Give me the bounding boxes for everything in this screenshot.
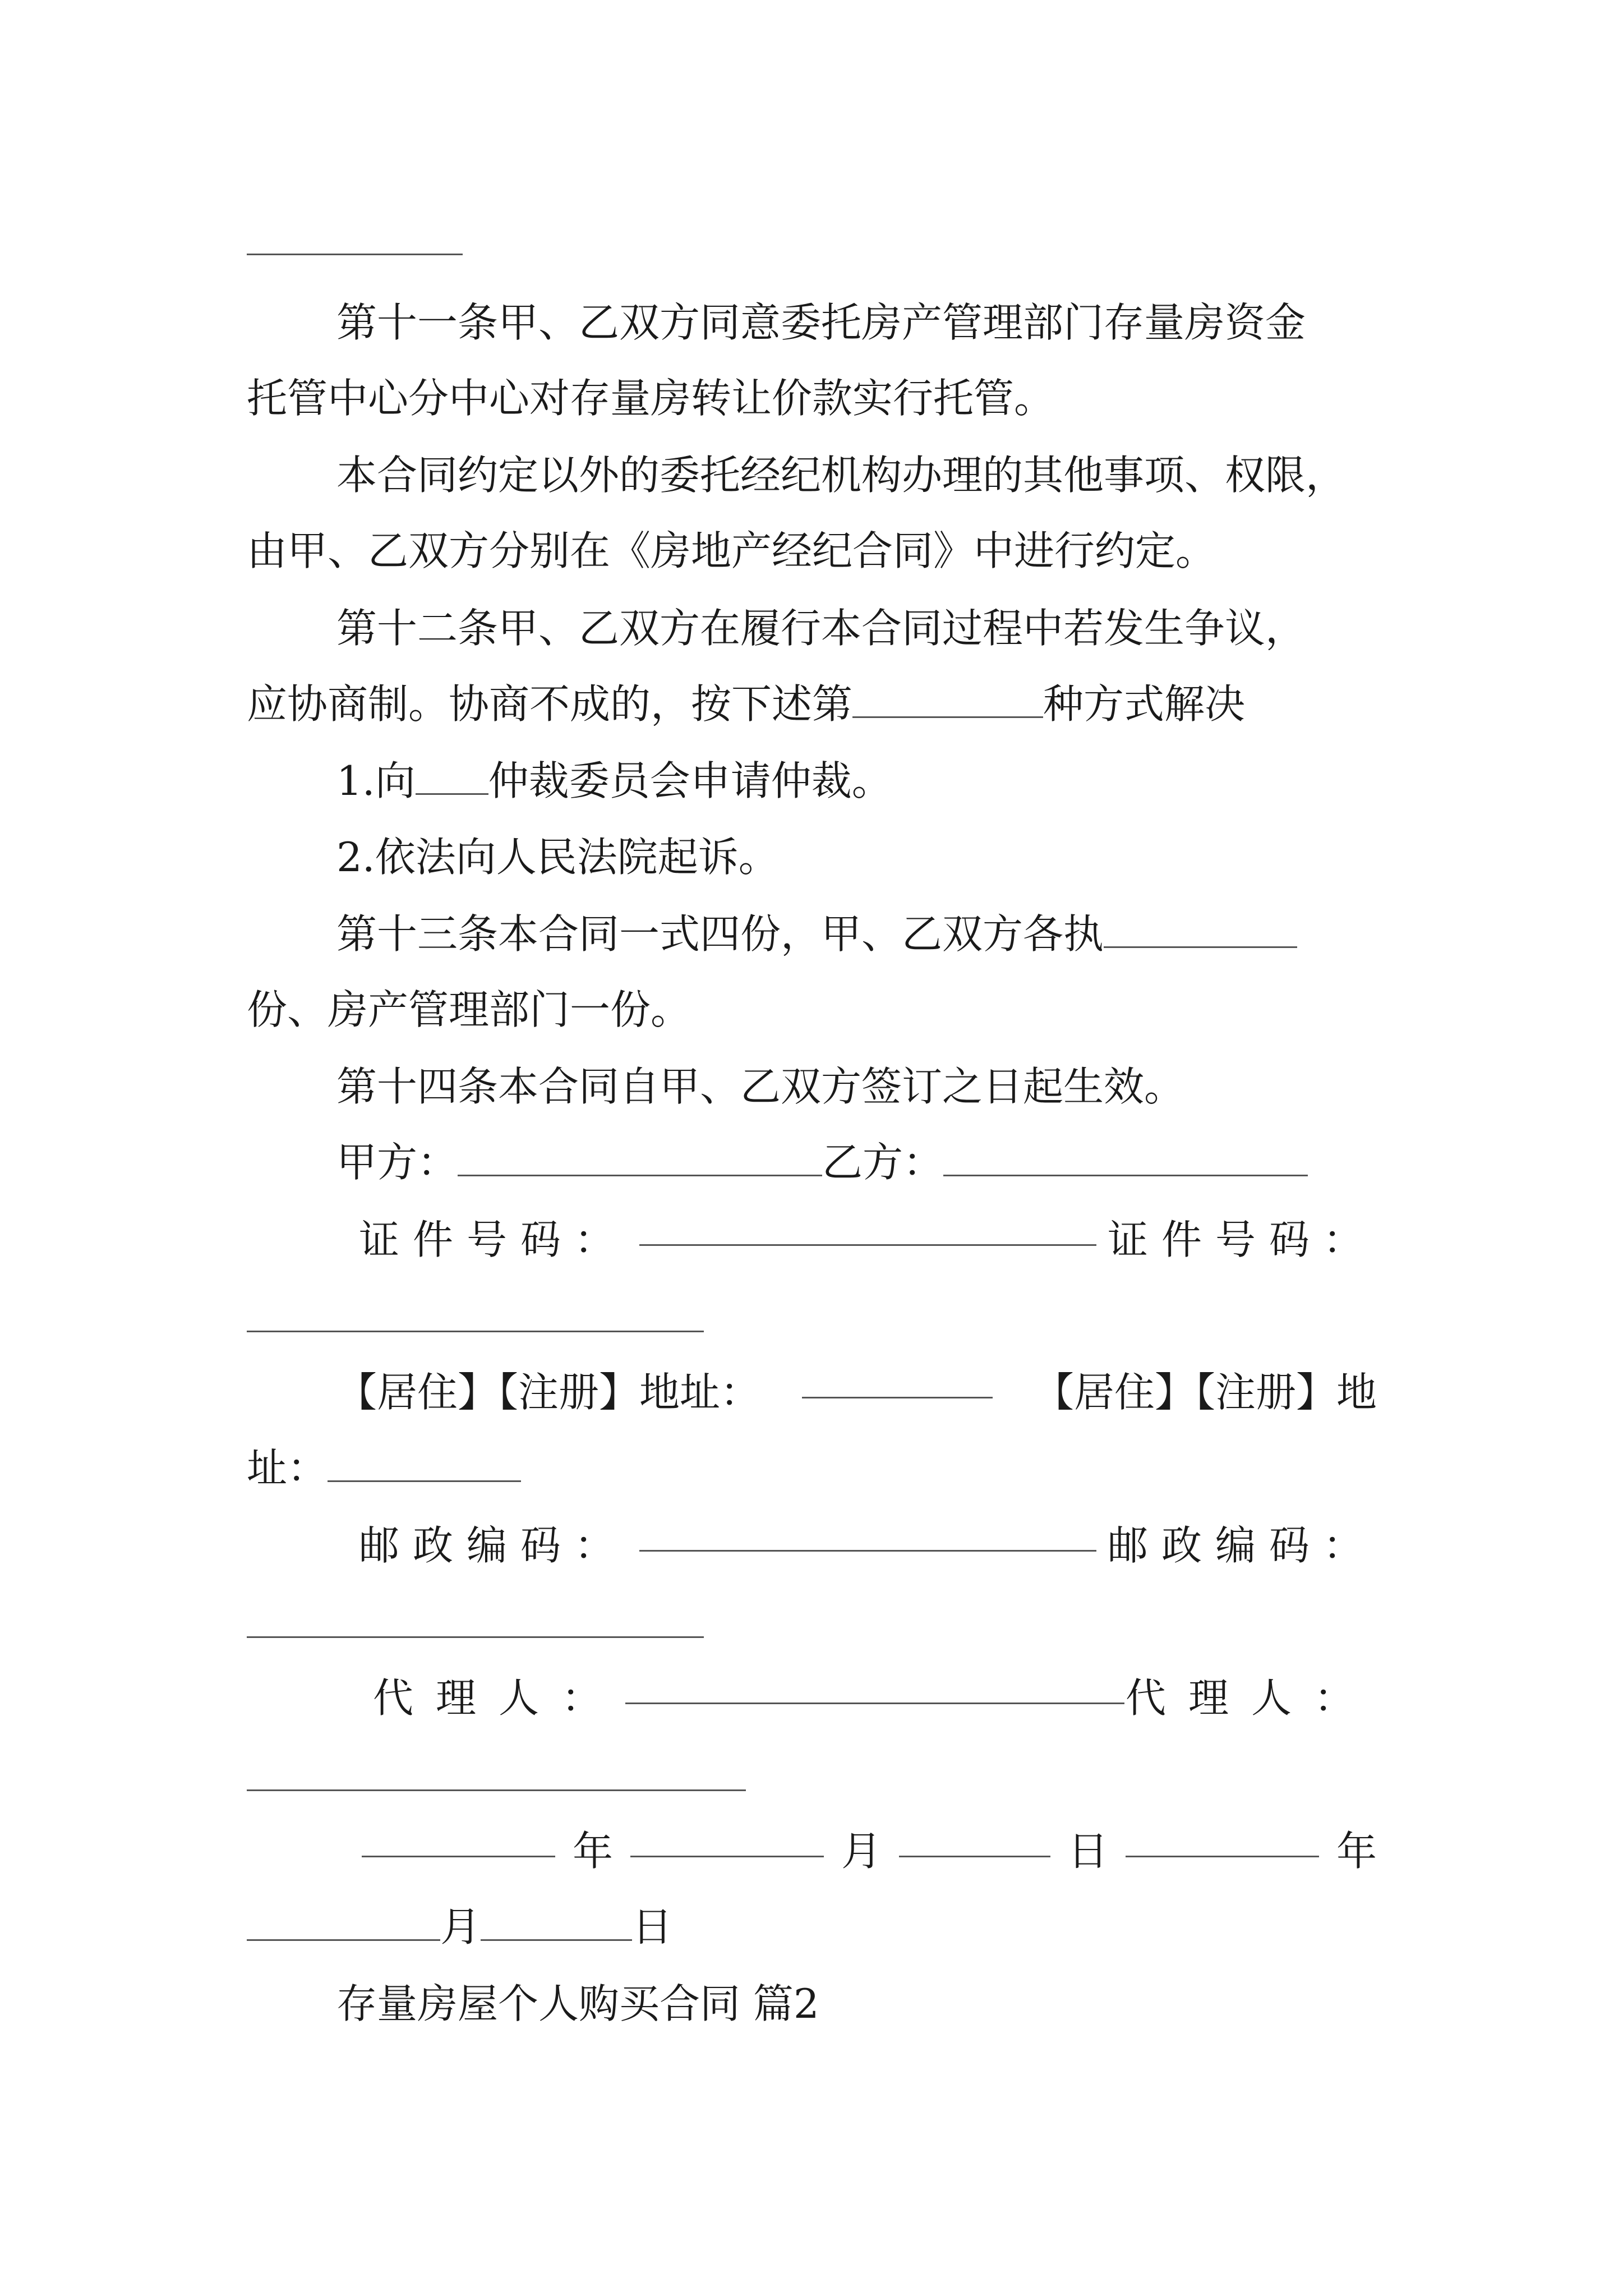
id-number-blank-b [247, 1331, 704, 1332]
address-blank-b [328, 1448, 521, 1482]
arbitration-committee-blank [416, 761, 488, 795]
postcode-blank-a [639, 1517, 1096, 1552]
agent-blank-a [625, 1670, 1124, 1704]
method-number-blank [852, 684, 1043, 718]
id-number-line [359, 1212, 1377, 1268]
party-a-label: 甲方： [336, 1139, 458, 1186]
date-line-1 [362, 1823, 1377, 1879]
copies-blank [1104, 914, 1297, 948]
postcode-label-b: 邮政编码： [1107, 1522, 1377, 1569]
address-blank-a [802, 1364, 993, 1398]
article-12-text-end: 种方式解决 [1043, 680, 1246, 728]
year-blank-b [1126, 1823, 1319, 1857]
id-number-blank-a [639, 1212, 1096, 1246]
address-label-b-end: 址： [247, 1444, 328, 1492]
paragraph-2-line-1: 本合同约定以外的委托经纪机构办理的其他事项、权限， [336, 452, 1347, 499]
postcode-line [359, 1517, 1377, 1573]
party-b-label: 乙方： [822, 1139, 944, 1186]
month-blank-a [630, 1823, 824, 1857]
id-number-label-a: 证件号码： [359, 1216, 629, 1263]
address-label-b: 【居住】【注册】地 [1033, 1369, 1377, 1416]
year-label-a: 年 [572, 1828, 613, 1875]
year-label-b: 年 [1336, 1828, 1377, 1875]
article-12-line-2 [247, 676, 1245, 732]
day-blank-b [481, 1907, 632, 1941]
option-1-text: 仲裁委员会申请仲裁。 [488, 757, 892, 804]
paragraph-2-line-2: 由甲、乙双方分别在《房地产经纪合同》中进行约定。 [247, 527, 1216, 574]
article-13-line-2: 份、房产管理部门一份。 [247, 986, 691, 1033]
address-label-a: 【居住】【注册】地址： [336, 1369, 761, 1416]
article-13-text: 第十三条本合同一式四份，甲、乙双方各执 [336, 910, 1104, 958]
top-blank-line [247, 254, 463, 255]
address-line-2 [247, 1440, 521, 1496]
agent-label-a: 代理人： [373, 1674, 625, 1722]
option-1 [336, 753, 892, 809]
party-b-blank [943, 1142, 1308, 1176]
option-1-prefix: 1.向 [336, 757, 416, 804]
postcode-label-a: 邮政编码： [359, 1522, 629, 1569]
agent-label-b: 代理人： [1125, 1674, 1377, 1722]
party-line [336, 1134, 1308, 1190]
agent-line [373, 1670, 1377, 1726]
postcode-blank-b [247, 1636, 704, 1638]
address-line [336, 1364, 1377, 1420]
id-number-label-b: 证件号码： [1107, 1216, 1377, 1263]
date-line-2 [247, 1899, 672, 1955]
option-2: 2.依法向人民法院起诉。 [336, 834, 779, 881]
agent-blank-b [247, 1789, 746, 1791]
day-blank-a [899, 1823, 1050, 1857]
year-blank-a [362, 1823, 555, 1857]
article-14: 第十四条本合同自甲、乙双方签订之日起生效。 [336, 1063, 1185, 1110]
article-12-line-1: 第十二条甲、乙双方在履行本合同过程中若发生争议， [336, 605, 1306, 652]
month-label-b: 月 [440, 1903, 481, 1950]
day-label-b: 日 [632, 1903, 673, 1950]
next-contract-title: 存量房屋个人购买合同 篇2 [336, 1980, 819, 2027]
day-label-a: 日 [1067, 1828, 1108, 1875]
article-13-line-1 [336, 906, 1297, 962]
month-label-a: 月 [841, 1828, 882, 1875]
month-blank-b [247, 1907, 440, 1941]
article-11-line-1: 第十一条甲、乙双方同意委托房产管理部门存量房资金 [336, 299, 1306, 346]
article-11-line-2: 托管中心分中心对存量房转让价款实行托管。 [247, 375, 1055, 422]
article-12-text: 应协商制。协商不成的，按下述第 [247, 680, 853, 728]
party-a-blank [458, 1142, 822, 1176]
